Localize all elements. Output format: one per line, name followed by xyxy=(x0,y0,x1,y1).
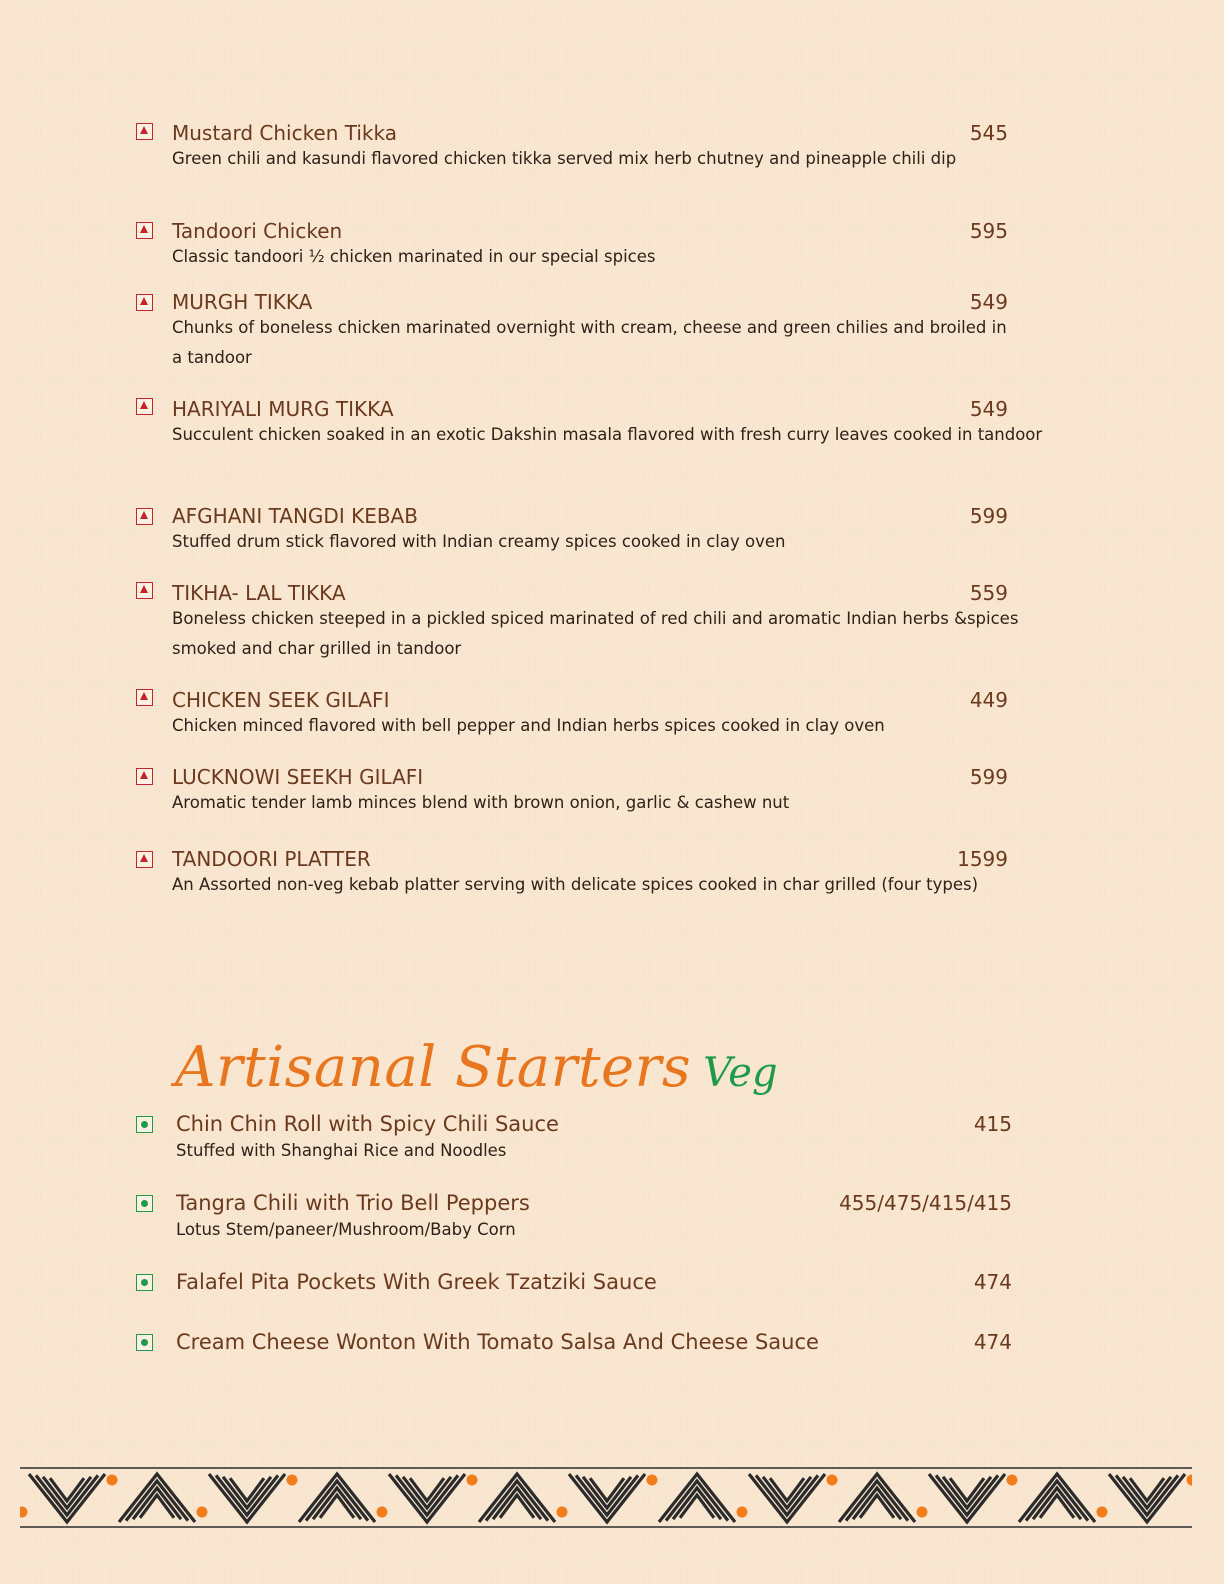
menu-item xyxy=(136,120,1020,192)
item-price: 595 xyxy=(969,219,1008,243)
item-name: Mustard Chicken Tikka xyxy=(172,121,397,145)
item-name: AFGHANI TANGDI KEBAB xyxy=(172,504,418,528)
border-dot xyxy=(287,1475,298,1486)
item-description: Lotus Stem/paneer/Mushroom/Baby Corn xyxy=(176,1220,516,1239)
item-description: An Assorted non-veg kebab platter serving with delicate spices cooked in char grilled (four types) xyxy=(172,875,979,894)
item-price: 545 xyxy=(969,121,1008,145)
item-description: Aromatic tender lamb minces blend with brown onion, garlic & cashew nut xyxy=(172,793,790,812)
non-veg-icon xyxy=(136,123,153,140)
item-name: CHICKEN SEEK GILAFI xyxy=(172,688,390,712)
border-dot xyxy=(107,1475,118,1486)
non-veg-icon xyxy=(136,689,153,706)
item-name: LUCKNOWI SEEKH GILAFI xyxy=(172,765,424,789)
item-name: Falafel Pita Pockets With Greek Tzatziki Sauce xyxy=(176,1270,657,1294)
border-dot xyxy=(197,1507,208,1518)
veg-icon xyxy=(136,1116,153,1133)
item-price: 559 xyxy=(969,581,1008,605)
border-dot xyxy=(827,1475,838,1486)
item-description: Classic tandoori ½ chicken marinated in our special spices xyxy=(172,247,656,266)
border-dot xyxy=(20,1507,28,1518)
menu-item xyxy=(136,580,1020,665)
veg-icon xyxy=(136,1274,153,1291)
menu-item xyxy=(136,218,1020,268)
item-name: TIKHA- LAL TIKKA xyxy=(172,581,346,605)
menu-item xyxy=(136,687,1020,742)
border-dot xyxy=(737,1507,748,1518)
item-name: MURGH TIKKA xyxy=(172,290,313,314)
item-price: 1599 xyxy=(957,847,1008,871)
border-dot xyxy=(647,1475,658,1486)
item-price: 549 xyxy=(969,290,1008,314)
item-description: Chicken minced flavored with bell pepper and Indian herbs spices cooked in clay oven xyxy=(172,716,885,735)
border-dot xyxy=(1187,1475,1193,1486)
item-name: TANDOORI PLATTER xyxy=(172,847,371,871)
item-price: 474 xyxy=(973,1330,1012,1354)
menu-item xyxy=(136,1269,1024,1299)
border-dot xyxy=(377,1507,388,1518)
item-description: Stuffed drum stick flavored with Indian creamy spices cooked in clay oven xyxy=(172,532,786,551)
non-veg-icon xyxy=(136,768,153,785)
veg-icon xyxy=(136,1334,153,1351)
menu-item xyxy=(136,503,1020,558)
non-veg-icon xyxy=(136,508,153,525)
item-price: 474 xyxy=(973,1270,1012,1294)
menu-item xyxy=(136,1111,1024,1166)
non-veg-icon xyxy=(136,851,153,868)
item-description: Chunks of boneless chicken marinated overnight with cream, cheese and green chilies and broiled in a tandoor xyxy=(172,318,1007,367)
item-name: Tangra Chili with Trio Bell Peppers xyxy=(176,1191,530,1215)
border-dot xyxy=(557,1507,568,1518)
section-title xyxy=(175,1028,778,1121)
non-veg-icon xyxy=(136,398,153,415)
non-veg-icon xyxy=(136,294,153,311)
item-name: Chin Chin Roll with Spicy Chili Sauce xyxy=(176,1112,559,1136)
border-dot xyxy=(1097,1507,1108,1518)
decorative-border xyxy=(20,1466,1192,1530)
border-dot xyxy=(1007,1475,1018,1486)
item-price: 449 xyxy=(969,688,1008,712)
item-price: 415 xyxy=(973,1112,1012,1136)
non-veg-icon xyxy=(136,222,153,239)
item-price: 599 xyxy=(969,504,1008,528)
border-dot xyxy=(467,1475,478,1486)
menu-item xyxy=(136,1190,1024,1245)
veg-icon xyxy=(136,1195,153,1212)
menu-item xyxy=(136,289,1020,374)
item-description: Succulent chicken soaked in an exotic Dakshin masala flavored with fresh curry leaves cooked in tandoor xyxy=(172,425,1043,444)
border-dot xyxy=(917,1507,928,1518)
menu-item xyxy=(136,396,1043,481)
item-description: Boneless chicken steeped in a pickled spiced marinated of red chili and aromatic Indian herbs &spices smoked and char grilled in tandoor xyxy=(172,609,1019,658)
item-description: Stuffed with Shanghai Rice and Noodles xyxy=(176,1141,507,1160)
border-dots xyxy=(20,1475,1192,1518)
non-veg-icon xyxy=(136,582,153,599)
item-price: 455/475/415/415 xyxy=(839,1191,1012,1215)
item-name: Tandoori Chicken xyxy=(172,219,343,243)
item-name: Cream Cheese Wonton With Tomato Salsa And Cheese Sauce xyxy=(176,1330,819,1354)
section-title-main: Artisanal Starters xyxy=(175,1035,692,1100)
item-price: 599 xyxy=(969,765,1008,789)
section-title-veg: Veg xyxy=(703,1050,778,1096)
item-name: HARIYALI MURG TIKKA xyxy=(172,397,394,421)
menu-item xyxy=(136,1329,1024,1359)
item-price: 549 xyxy=(969,397,1008,421)
menu-item xyxy=(136,846,1020,921)
item-description: Green chili and kasundi flavored chicken tikka served mix herb chutney and pineapple chili dip xyxy=(172,149,957,168)
menu-item xyxy=(136,764,1020,819)
